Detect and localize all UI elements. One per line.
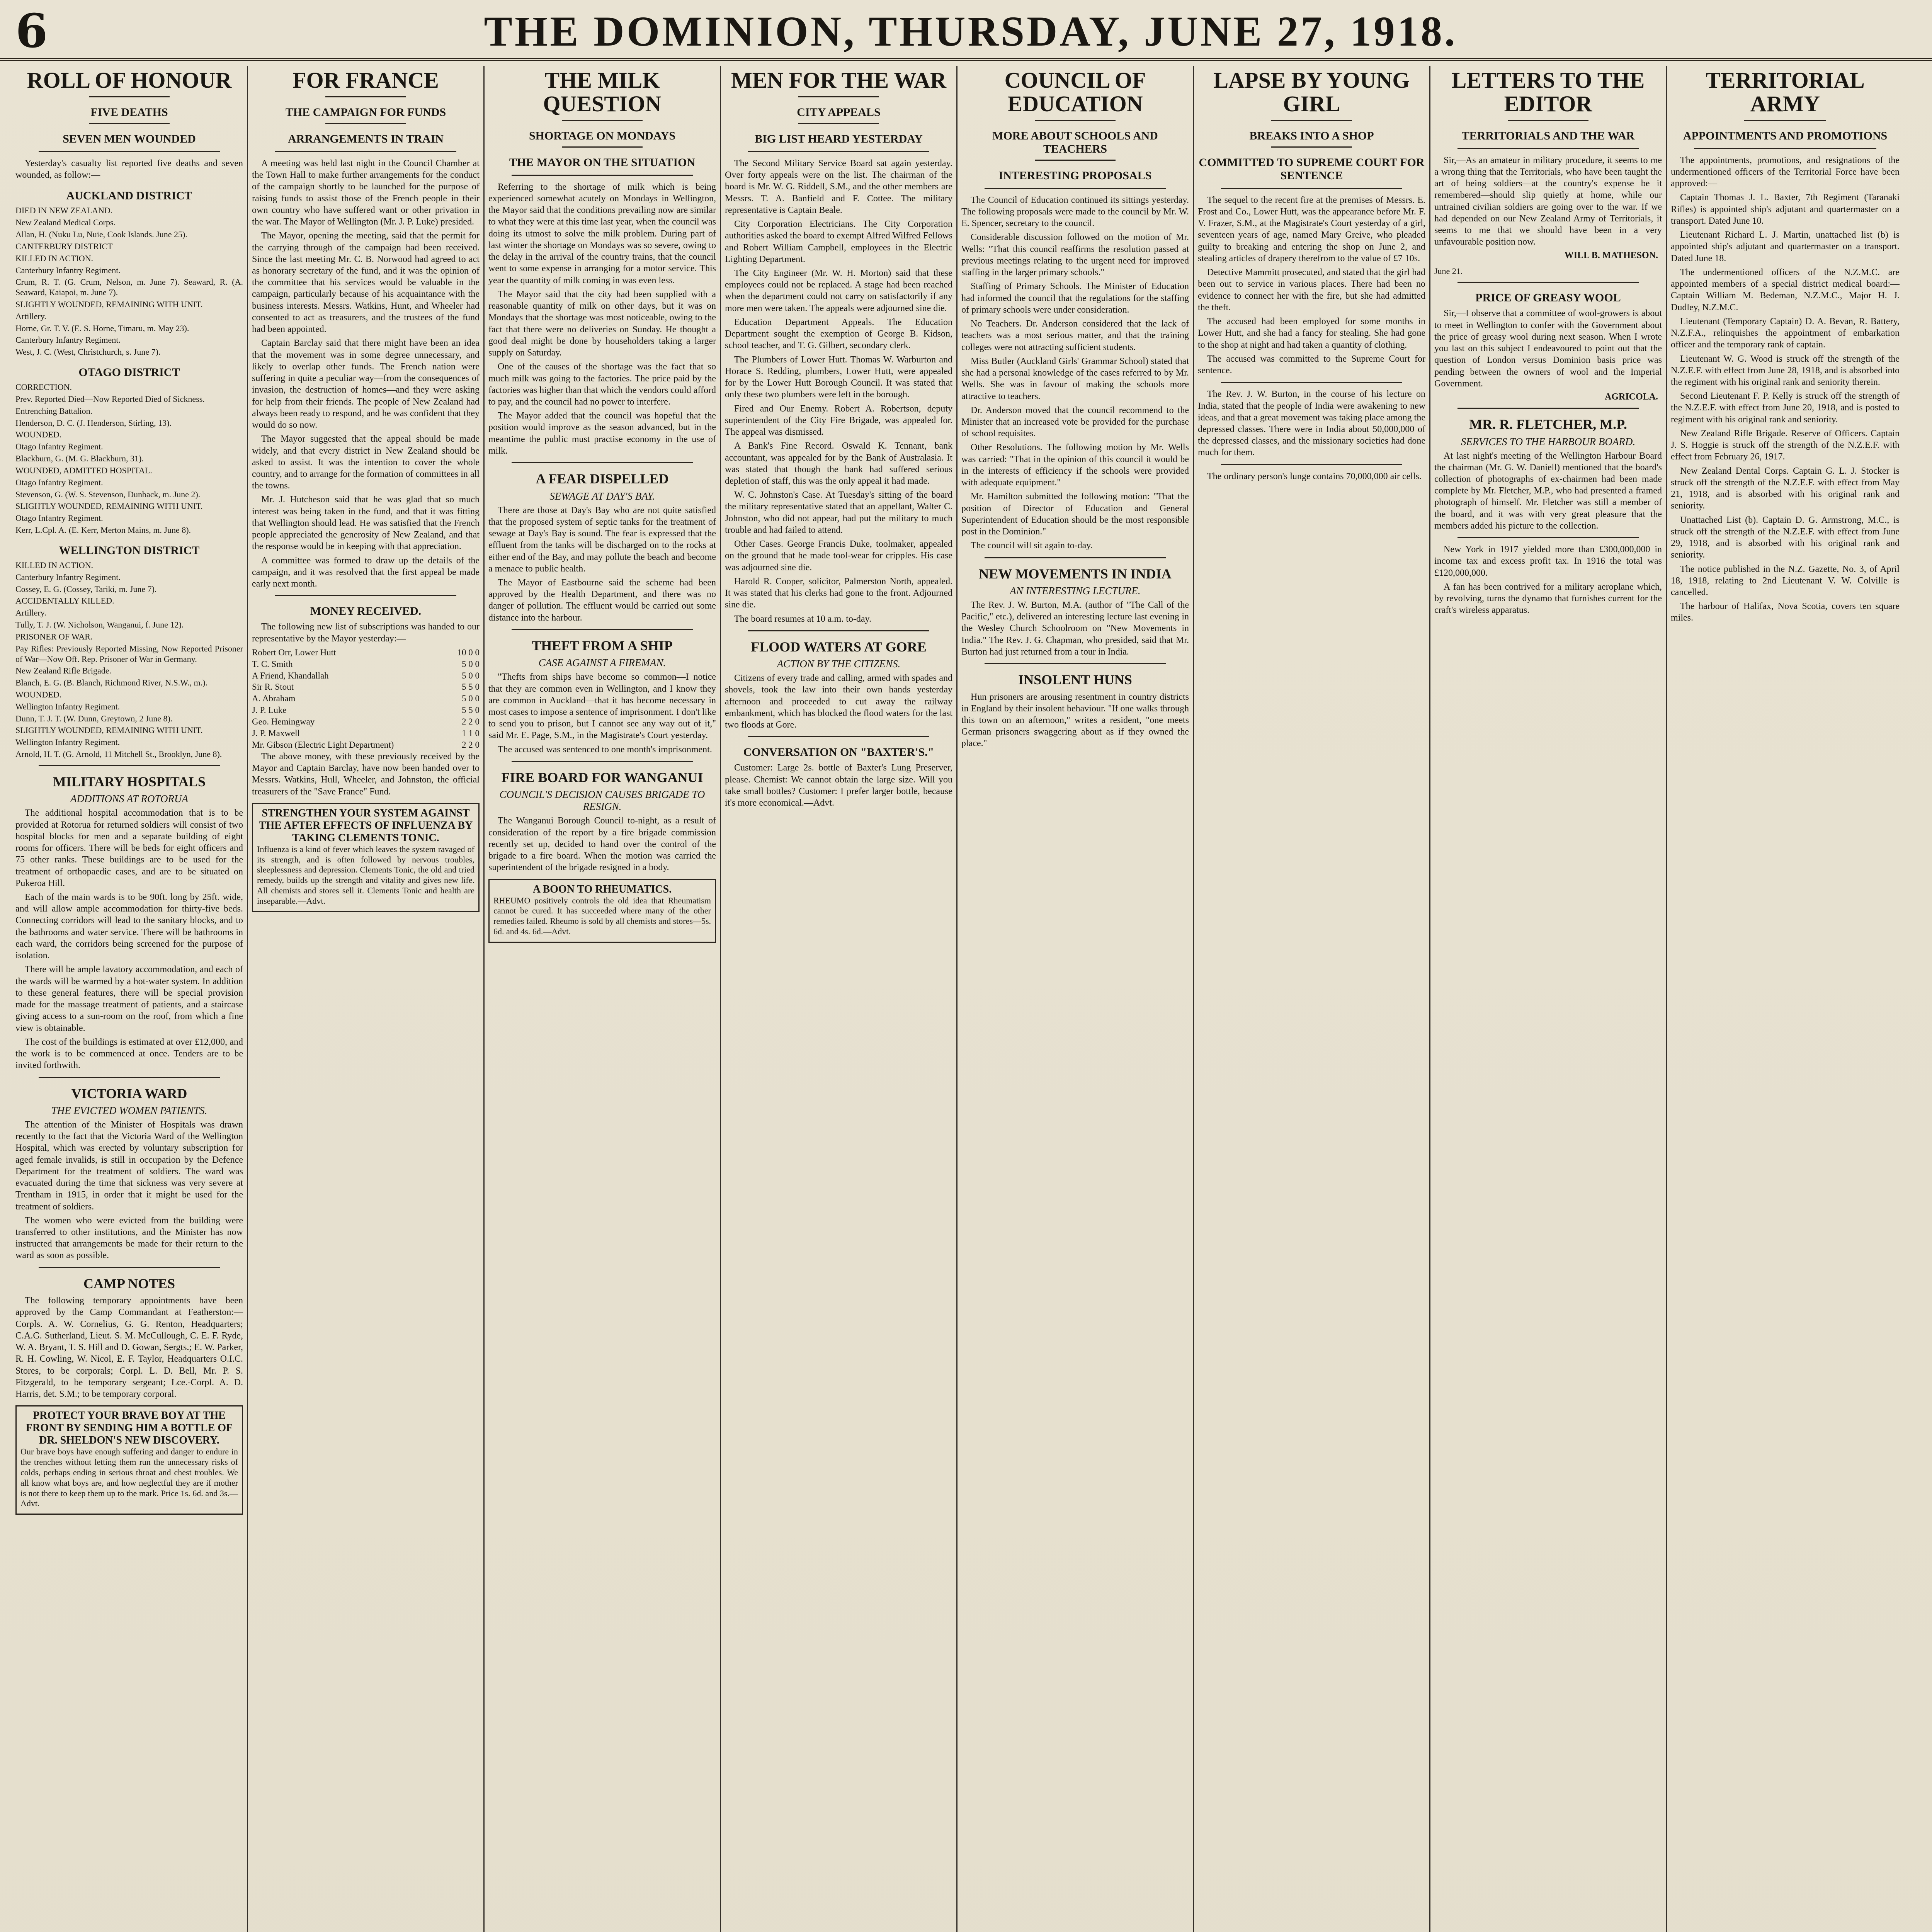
entry: Wellington Infantry Regiment. — [15, 701, 120, 711]
article-paragraph: The Council of Education continued its sittings yesterday. The following proposals were made to the council by Mr. W. E. Spencer, secretary to the council. — [961, 195, 1189, 229]
list-item-name: A. Abraham — [252, 694, 296, 704]
column-men-for-the-war — [721, 66, 957, 1932]
article-subheading: CITY APPEALS — [797, 105, 881, 119]
article-paragraph: A meeting was held last night in the Council Chamber at the Town Hall to make further arrangements for the conduct of the campaign shortly to be launched for the purpose of raising funds to assist those of the French people in their own country who have suffered want or other privation in the war. The Mayor of Wellington (Mr. J. P. Luke) presided. — [252, 158, 480, 227]
divider — [1035, 160, 1116, 161]
article-heading: NEW MOVEMENTS IN INDIA — [979, 566, 1172, 582]
advertisement — [15, 1405, 243, 1515]
divider — [748, 630, 929, 631]
columns — [12, 66, 1930, 1932]
list-item-name: J. P. Luke — [252, 705, 287, 715]
article-subheading: ACTION BY THE CITIZENS. — [777, 658, 901, 670]
divider — [1458, 148, 1639, 149]
entry: New Zealand Rifle Brigade. — [15, 666, 112, 676]
list-item — [252, 693, 480, 704]
entry: DIED IN NEW ZEALAND. — [15, 206, 113, 216]
divider — [1508, 120, 1588, 121]
entry: Otago Infantry Regiment. — [15, 442, 103, 452]
entry: WOUNDED. — [15, 690, 62, 699]
list-item-name: A Friend, Khandallah — [252, 670, 329, 680]
entry: Otago Infantry Regiment. — [15, 513, 103, 523]
district-entries — [15, 560, 243, 760]
article-subheading: BREAKS INTO A SHOP — [1249, 129, 1374, 142]
district-heading: WELLINGTON DISTRICT — [59, 544, 200, 557]
list-item-name: Sir R. Stout — [252, 682, 294, 692]
list-item-amount: 5 0 0 — [462, 694, 480, 704]
list-item-amount: 2 2 0 — [462, 717, 480, 727]
article-heading: THEFT FROM A SHIP — [532, 638, 673, 653]
entry: Otago Infantry Regiment. — [15, 477, 103, 487]
article-subheading: MORE ABOUT SCHOOLS AND TEACHERS — [992, 129, 1158, 155]
advert-text: RHEUMO positively controls the old idea that Rheumatism cannot be cured. It has succeeded where many of the other remedies failed. Rheumo is sold by all chemists and stores—5s. 6d. and 4s. 6d.—Advt. — [493, 895, 711, 936]
article-paragraph: City Corporation Electricians. The City Corporation authorities asked the board to exempt Alfred Wilfred Fellows and Robert William Campbell, employees in the Electric Lighting Department. — [725, 219, 952, 264]
divider — [512, 462, 693, 463]
list-item-amount: 10 0 0 — [457, 647, 480, 657]
divider — [798, 123, 879, 124]
advert-text: Our brave boys have enough suffering and danger to endure in the trenches without letting them run the unnecessary risks of colds, perhaps ending in serious throat and chest troubles. We all know what boys are, and how neglectful they are if mother is not there to keep them up to the mark. Price 1s. 6d. and 3s.—Advt. — [20, 1447, 238, 1509]
article-paragraph: Staffing of Primary Schools. The Minister of Education had informed the council that the regulations for the staffing of primary schools were under consideration. — [961, 281, 1189, 315]
list-item-name: Robert Orr, Lower Hutt — [252, 647, 336, 657]
article-heading: FOR FRANCE — [293, 68, 439, 93]
divider — [1744, 120, 1826, 121]
article-heading: TERRITORIAL ARMY — [1706, 68, 1865, 116]
advert-heading: CONVERSATION ON "BAXTER'S." — [743, 746, 934, 759]
article-subheading: INTERESTING PROPOSALS — [998, 169, 1152, 182]
list-item — [252, 647, 480, 658]
article-paragraph: The following temporary appointments have been approved by the Camp Commandant at Featherston:—Corpls. A. W. Cornelius, G. G. Renton, Headquarters; C.A.G. Sutherland, Lieut. S. M. McCullough, C. E. F. Ryde, W. A. Bryant, T. S. Hill and D. Gowan, Sergts.; E. W. Parker, R. H. Cowling, W. Nicol, E. F. Taylor, Headquarters O.I.C. Stores, to be corporals; Corpl. L. D. Bell, Mr. P. S. Fitzgerald, to be temporary sergeant; Lce.-Corpl. A. D. Harris, det. S.M.; to be temporary corporal. — [15, 1296, 243, 1399]
letter-date: June 21. — [1434, 266, 1463, 276]
entry: Horne, Gr. T. V. (E. S. Horne, Timaru, m. May 23). — [15, 323, 189, 333]
article-paragraph: Other Cases. George Francis Duke, toolmaker, appealed on the ground that he made tool-wear for cripples. His case was adjourned sine die. — [725, 539, 952, 573]
page-number: 6 — [15, 4, 48, 58]
advert-text: Customer: Large 2s. bottle of Baxter's Lung Preserver, please. Chemist: We cannot obtain the large size. Will you take small bottles? Customer: I prefer larger bottle, because it's more economical.—Advt. — [725, 763, 952, 808]
column-council-of-education — [957, 66, 1194, 1932]
letter-signature: AGRICOLA. — [1604, 392, 1658, 402]
list-item — [252, 728, 480, 739]
article-paragraph: Mr. Hamilton submitted the following motion: "That the position of Director of Education and General Superintendent of Education should be the most responsible post in the Dominion." — [961, 492, 1189, 537]
list-item — [252, 658, 480, 670]
article-paragraph: Captain Thomas J. L. Baxter, 7th Regiment (Taranaki Rifles) is appointed ship's adjutant and quartermaster on a transport. Dated June 10. — [1671, 192, 1900, 226]
entry: Canterbury Infantry Regiment. — [15, 265, 121, 275]
masthead — [0, 0, 1932, 61]
divider — [89, 123, 170, 124]
article-paragraph: There are those at Day's Bay who are not quite satisfied that the proposed system of septic tanks for the treatment of sewage at Day's Bay is sound. The fear is expressed that the effluent from the tanks will be discharged on to the rocks at either end of the Bay, and may pollute the beach and become a menace to public health. — [488, 505, 716, 574]
entry: Crum, R. T. (G. Crum, Nelson, m. June 7). Seaward, R. (A. Seaward, Kaiapoi, m. June 7). — [15, 277, 243, 298]
article-subheading: CASE AGAINST A FIREMAN. — [538, 657, 666, 669]
article-paragraph: The Mayor, opening the meeting, said that the permit for the carrying through of the campaign had been received. Since the last meeting Mr. C. B. Norwood had agreed to act as honorary secretary of the fund, and it was the opinion of the committee that his services would be valuable in the campaign, particularly because of his acquaintance with the business interests. Messrs. Watkins, Hunt, and Wheeler had consented to act as treasurers, and the trustees of the fund had been appointed. — [252, 231, 480, 335]
divider — [1694, 148, 1876, 149]
article-paragraph: The following new list of subscriptions was handed to our representative by the Mayor yesterday:— — [252, 622, 480, 644]
divider — [748, 736, 929, 737]
column-milk-question — [485, 66, 721, 1932]
article-paragraph: The accused had been employed for some months in Lower Hutt, and she had a fancy for stealing. She had gone to the shop at night and had taken a quantity of clothing. — [1198, 316, 1425, 350]
article-paragraph: Other Resolutions. The following motion by Mr. Wells was carried: "That in the opinion of this council it would be in the interests of efficiency if the schools were provided with adequate equipment." — [961, 442, 1189, 488]
divider — [1271, 120, 1352, 121]
article-paragraph: The board resumes at 10 a.m. to-day. — [734, 614, 871, 624]
entry: Prev. Reported Died—Now Reported Died of Sickness. — [15, 394, 205, 404]
entry: Artillery. — [15, 311, 46, 321]
divider — [325, 96, 406, 97]
article-heading: MONEY RECEIVED. — [310, 605, 422, 618]
divider — [89, 96, 170, 97]
article-paragraph: New Zealand Dental Corps. Captain G. L. J. Stocker is struck off the strength of the N.Z.E.F. with effect from May 21, 1918, and is absorbed with his original rank and seniority. — [1671, 466, 1900, 511]
article-paragraph: A committee was formed to draw up the details of the campaign, and it was resolved that the first appeal be made early next month. — [252, 555, 480, 589]
article-paragraph: The Plumbers of Lower Hutt. Thomas W. Warburton and Horace S. Redding, plumbers, Lower Hutt, were appealed for by the Lower Hutt Borough Council. It was stated that only these two plumbers were left in the borough. — [725, 354, 952, 400]
district-entries — [15, 206, 243, 357]
article-subheading: AN INTERESTING LECTURE. — [1010, 585, 1141, 597]
divider — [512, 629, 693, 630]
article-paragraph: The Wanganui Borough Council to-night, as a result of consideration of the report by a fire brigade commission recently set up, decided to hand over the control of the brigade to a fire board. When the motion was carried the superintendent of the brigade resigned in a body. — [488, 816, 716, 873]
article-paragraph: "Thefts from ships have become so common—I notice that they are common even in Wellington, and I know they are common in Auckland—that it has become necessary in most cases to impose a sentence of imprisonment. I don't like to send you to prison, but I cannot see any way out of it," said Mr. E. Page, S.M., in the Magistrate's Court yesterday. — [488, 672, 716, 741]
district-heading: AUCKLAND DISTRICT — [66, 189, 192, 202]
article-paragraph: W. C. Johnston's Case. At Tuesday's sitting of the board the military representative stated that an appellant, Walter C. Johnston, who did not appear, had put the military to much trouble and had failed to attend. — [725, 490, 952, 535]
entry: New Zealand Medical Corps. — [15, 218, 116, 228]
subheading: FIVE DEATHS — [90, 105, 168, 119]
column-lapse-by-young-girl — [1194, 66, 1430, 1932]
advertisement — [488, 879, 716, 943]
entry: SLIGHTLY WOUNDED, REMAINING WITH UNIT. — [15, 299, 203, 309]
article-paragraph: At last night's meeting of the Wellington Harbour Board the chairman (Mr. G. W. Daniell) mentioned that the board's collection of photographs of ex-chairmen had been made complete by Mr. Fletcher, M.P., who had presented a framed photograph of himself. Mr. Fletcher was still a member of the board, and it was with very great pleasure that the members added his picture to the collection. — [1434, 451, 1662, 531]
roll-of-honour-heading: ROLL OF HONOUR — [27, 68, 232, 93]
divider — [562, 146, 643, 148]
divider — [275, 151, 456, 152]
article-subheading: THE CAMPAIGN FOR FUNDS — [285, 105, 446, 119]
entry: Arnold, H. T. (G. Arnold, 11 Mitchell St., Brooklyn, June 8). — [15, 749, 222, 759]
entry: Canterbury Infantry Regiment. — [15, 572, 121, 582]
article-heading: PRICE OF GREASY WOOL — [1475, 291, 1621, 304]
divider — [325, 123, 406, 124]
divider — [985, 663, 1166, 664]
list-item — [252, 681, 480, 693]
entry: ACCIDENTALLY KILLED. — [15, 596, 114, 606]
article-subheading: ADDITIONS AT ROTORUA — [70, 793, 189, 805]
article-heading: A FEAR DISPELLED — [536, 471, 669, 487]
entry: Stevenson, G. (W. S. Stevenson, Dunback, m. June 2). — [15, 489, 201, 499]
divider — [39, 151, 220, 152]
article-subheading: SHORTAGE ON MONDAYS — [529, 129, 675, 142]
article-paragraph: Unattached List (b). Captain D. G. Armstrong, M.C., is struck off the strength of the N.Z.E.F. with effect from June 29, 1918, and is absorbed with his original rank and seniority. — [1671, 515, 1900, 560]
article-heading: LAPSE BY YOUNG GIRL — [1213, 68, 1410, 116]
entry: Wellington Infantry Regiment. — [15, 737, 120, 747]
article-subheading: COMMITTED TO SUPREME COURT FOR SENTENCE — [1199, 156, 1425, 182]
list-item — [252, 739, 480, 751]
list-item-name: Geo. Hemingway — [252, 717, 315, 727]
article-paragraph: Mr. J. Hutcheson said that he was glad that so much interest was being taken in the fund, and that it was fitting that Wellington should lead. He was satisfied that the French people appreciated the generosity of New Zealand, and that the response would be in keeping with that appreciation. — [252, 495, 480, 552]
list-item-amount: 2 2 0 — [462, 740, 480, 750]
divider — [985, 188, 1166, 189]
article-paragraph: One of the causes of the shortage was the fact that so much milk was going to the factories. The price paid by the factories was higher than that which the vendors could afford to pay, and the council had no power to interfere. — [488, 362, 716, 407]
entry: Dunn, T. J. T. (W. Dunn, Greytown, 2 June 8). — [15, 713, 173, 723]
article-paragraph: Miss Butler (Auckland Girls' Grammar School) stated that she had a personal knowledge of the cases referred to by Mr. Wells. She was in favour of making the schools more attractive to teachers. — [961, 356, 1189, 401]
divider — [512, 175, 693, 176]
entry: SLIGHTLY WOUNDED, REMAINING WITH UNIT. — [15, 725, 203, 735]
entry: Kerr, L.Cpl. A. (E. Kerr, Merton Mains, m. June 8). — [15, 525, 191, 535]
column-for-france — [248, 66, 485, 1932]
advert-heading: PROTECT YOUR BRAVE BOY AT THE FRONT BY SENDING HIM A BOTTLE OF DR. SHELDON'S NEW DISCOVERY. — [26, 1410, 233, 1447]
list-item-amount: 5 5 0 — [462, 682, 480, 692]
entry: Entrenching Battalion. — [15, 406, 93, 416]
column-territorial-army — [1667, 66, 1903, 1932]
article-heading: FLOOD WATERS AT GORE — [751, 639, 927, 655]
entry: CORRECTION. — [15, 382, 72, 392]
subscription-list — [252, 647, 480, 751]
divider — [275, 595, 456, 596]
article-paragraph: Hun prisoners are arousing resentment in country districts in England by their insolent behaviour. "If one walks through this town on an afternoon," writes a resident, "one meets German prisoners swaggering about as if they owned the place." — [961, 692, 1189, 749]
entry: KILLED IN ACTION. — [15, 253, 94, 263]
entry: Allan, H. (Nuku Lu, Nuie, Cook Islands. June 25). — [15, 230, 187, 240]
divider — [1035, 120, 1116, 121]
article-paragraph: The sequel to the recent fire at the premises of Messrs. E. Frost and Co., Lower Hutt, was the appearance before Mr. F. V. Frazer, S.M., at the Magistrate's Court yesterday of a girl, seventeen years of age, named Mary Greive, who pleaded guilty to breaking and entering the shop on June 2, and stealing articles of drapery therefrom to the value of £7 10s. — [1198, 195, 1425, 264]
article-paragraph: Referring to the shortage of milk which is being experienced somewhat acutely on Mondays in Wellington, the Mayor said that the conditions prevailing now are similar to what they were at this time last year, when the council was doing its utmost to solve the milk problem. During part of last winter the shortage on Mondays was so severe, owing to the delay in the arrival of the country trains, that the council went to some expense in arranging for a motor service. This year the quantity of milk coming in was even less. — [488, 182, 716, 286]
article-subheading: SERVICES TO THE HARBOUR BOARD. — [1461, 435, 1636, 447]
entry: Pay Rifles: Previously Reported Missing, Now Reported Prisoner of War—Now Off. Rep. Prisoner of War in Germany. — [15, 643, 243, 664]
entry: Cossey, E. G. (Cossey, Tariki, m. June 7). — [15, 584, 157, 594]
article-paragraph: The undermentioned officers of the N.Z.M.C. are appointed members of a special district medical board:—Captain William M. Bedeman, N.Z.M.C., Major H. J. Dudley, N.Z.M.C. — [1671, 267, 1900, 313]
subheading: SEVEN MEN WOUNDED — [63, 132, 196, 145]
divider — [748, 151, 929, 152]
article-heading: COUNCIL OF EDUCATION — [1004, 68, 1146, 116]
article-heading: MEN FOR THE WAR — [731, 68, 946, 93]
list-item — [252, 704, 480, 716]
article-heading: THE MILK QUESTION — [543, 68, 662, 116]
divider — [1458, 537, 1639, 538]
article-heading: MILITARY HOSPITALS — [53, 774, 206, 789]
article-paragraph: Citizens of every trade and calling, armed with spades and shovels, took the law into their own hands yesterday afternoon and proceeded to cut away the railway embankment, which has blocked the flood waters for the last two floods at Gore. — [725, 673, 952, 730]
column-roll-of-honour — [12, 66, 248, 1932]
article-paragraph: There will be ample lavatory accommodation, and each of the wards will be warmed by a hot-water system. In addition to these general features, there will be special provision made for the massage treatment of patients, and a staircase giving access to a sun-room on the roof, from which a fine view is obtainable. — [15, 964, 243, 1033]
entry: West, J. C. (West, Christchurch, s. June 7). — [15, 347, 161, 357]
article-paragraph: The additional hospital accommodation that is to be provided at Rotorua for returned soldiers will consist of two hospital blocks for men and a separate building of eight rooms for officers. There will be beds for eight officers and 75 other ranks. These buildings are to be used for the treatment of orthopaedic cases, and are to be situated on Pukeroa Hill. — [15, 808, 243, 888]
district-heading: OTAGO DISTRICT — [78, 366, 180, 379]
list-item-name: J. P. Maxwell — [252, 728, 300, 738]
list-item — [252, 716, 480, 728]
article-paragraph: The Mayor added that the council was hopeful that the position would improve as the season advanced, but in the meantime the public must practise economy in the use of milk. — [488, 411, 716, 456]
entry: Blanch, E. G. (B. Blanch, Richmond River, N.S.W., m.). — [15, 678, 207, 688]
divider — [798, 96, 879, 97]
intro-paragraph: Yesterday's casualty list reported five deaths and seven wounded, as follow:— — [15, 158, 243, 180]
article-subheading: THE EVICTED WOMEN PATIENTS. — [51, 1104, 207, 1116]
article-subheading: SEWAGE AT DAY'S BAY. — [549, 490, 655, 502]
divider — [39, 1077, 220, 1078]
article-paragraph: The women who were evicted from the building were transferred to other institutions, and the Minister has now instructed that arrangements be made for their return to the ward as soon as possible. — [15, 1215, 243, 1261]
divider — [1221, 188, 1402, 189]
column-letters-to-the-editor — [1430, 66, 1667, 1932]
entry: SLIGHTLY WOUNDED, REMAINING WITH UNIT. — [15, 501, 203, 511]
list-item-amount: 5 0 0 — [462, 670, 480, 680]
article-paragraph: A Bank's Fine Record. Oswald K. Tennant, bank accountant, was appealed for by the Bank of Australasia. It was stated that though the bank had suffered serious depletion of staff, this was the only appeal it had made. — [725, 441, 952, 486]
article-paragraph: The attention of the Minister of Hospitals was drawn recently to the fact that the Victoria Ward of the Wellington Hospital, which was erected by voluntary subscription for aged female invalids, is still in occupation by the Defence Department for the treatment of soldiers. The ward was evacuated during the time that sickness was very severe at Trentham in 1915, in order that it might be used for the treatment of soldiers. — [15, 1119, 243, 1212]
advert-text: Influenza is a kind of fever which leaves the system ravaged of its strength, and is often followed by nervous troubles, sleeplessness and depression. Clements Tonic, the old and tried remedy, builds up the strength and vitality and gives new life. All chemists and stores sell it. Clements Tonic and health are inseparable.—Advt. — [257, 844, 474, 906]
entry: Tully, T. J. (W. Nicholson, Wanganui, f. June 12). — [15, 620, 184, 630]
article-paragraph: The City Engineer (Mr. W. H. Morton) said that these employees could not be replaced. A stage had been reached when the department could not carry on satisfactorily if any more men were taken. The appeals were adjourned sine die. — [725, 268, 952, 313]
article-subheading: BIG LIST HEARD YESTERDAY — [755, 132, 923, 145]
article-paragraph: Harold R. Cooper, solicitor, Palmerston North, appealed. It was stated that his clerks had gone to the front. Adjourned sine die. — [725, 576, 952, 610]
divider — [512, 761, 693, 762]
article-heading: LETTERS TO THE EDITOR — [1451, 68, 1645, 116]
article-paragraph: The Mayor said that the city had been supplied with a reasonable quantity of milk on other days, but it was on Mondays that the shortage was most noticeable, owing to the fact that there were no deliveries on Sunday. He thought a good deal might be done by householders taking a larger supply on Saturday. — [488, 289, 716, 358]
article-paragraph: The ordinary person's lunge contains 70,000,000 air cells. — [1207, 471, 1422, 481]
article-paragraph: Lieutenant W. G. Wood is struck off the strength of the N.Z.E.F. with effect from June 28, 1918, and is absorbed into the regiment with his original rank and seniority therein. — [1671, 354, 1900, 387]
district-entries — [15, 382, 243, 536]
letter-paragraph: Sir,—As an amateur in military procedure, it seems to me a wrong thing that the Territorials, who have been taught the art of being soldiers—at the country's expense be it remembered—should slip quietly at home, while our untrained civilian soldiers are going over to the war. If we had depended on our New Zealand Army of Territorials, it seems to me that we should have been in a very unfavourable position now. — [1434, 155, 1662, 247]
article-paragraph: Captain Barclay said that there might have been an idea that the movement was in some degree unnecessary, and likely to overlap other funds. The French nation were suffering in quite a peculiar way—from the consequences of invasion, the destruction of homes—and they were asking for help from their friends. The people of New Zealand had always been ready to respond, and he was confident that they would do so now. — [252, 338, 480, 430]
list-item-name: Mr. Gibson (Electric Light Department) — [252, 740, 394, 750]
article-paragraph: New Zealand Rifle Brigade. Reserve of Officers. Captain J. S. Hoggie is struck off the strength of the N.Z.E.F. with effect from February 26, 1917. — [1671, 428, 1900, 462]
letter-signature: WILL B. MATHESON. — [1564, 250, 1658, 260]
divider — [1221, 464, 1402, 465]
article-paragraph: Second Lieutenant F. P. Kelly is struck off the strength of the N.Z.E.F. with effect from June 20, 1918, and is posted to regiment with his original rank and seniority. — [1671, 391, 1900, 425]
article-paragraph: The Mayor of Eastbourne said the scheme had been approved by the Health Department, and there was no danger of pollution. The effluent would be carried out some distance into the harbour. — [488, 577, 716, 623]
article-subheading: ARRANGEMENTS IN TRAIN — [288, 132, 444, 145]
entry: Canterbury Infantry Regiment. — [15, 335, 121, 345]
entry: WOUNDED, ADMITTED HOSPITAL. — [15, 465, 152, 475]
article-paragraph: The Rev. J. W. Burton, M.A. (author of "The Call of the Pacific," etc.), delivered an interesting lecture last evening in the Wesley Church Schoolroom on "New Movements in India." The Rev. J. G. Chapman, who presided, said that Mr. Burton had just returned from a tour in India. — [961, 600, 1189, 657]
article-heading: MR. R. FLETCHER, M.P. — [1469, 417, 1627, 432]
entry: WOUNDED. — [15, 430, 62, 440]
article-paragraph: Education Department Appeals. The Education Department sought the exemption of George B. Kidson, school teacher, and T. G. Gilbert, secondary clerk. — [725, 317, 952, 351]
article-paragraph: The Second Military Service Board sat again yesterday. Over forty appeals were on the list. The chairman of the board is Mr. W. G. Riddell, S.M., and the other members are Messrs. T. A. Banfield and F. Cottee. The military representative is Captain Beale. — [725, 158, 952, 215]
article-paragraph: The appointments, promotions, and resignations of the undermentioned officers of the Territorial Force have been approved:— — [1671, 155, 1900, 189]
article-paragraph: Lieutenant Richard L. J. Martin, unattached list (b) is appointed ship's adjutant and quartermaster on a transport. Dated June 18. — [1671, 230, 1900, 264]
entry: Henderson, D. C. (J. Henderson, Stirling, 13). — [15, 418, 172, 428]
article-heading: INSOLENT HUNS — [1018, 672, 1132, 688]
entry: PRISONER OF WAR. — [15, 631, 93, 641]
article-heading: VICTORIA WARD — [71, 1085, 187, 1101]
divider — [39, 1267, 220, 1268]
entry: Artillery. — [15, 608, 46, 618]
article-paragraph: Dr. Anderson moved that the council recommend to the Minister that an increased vote be provided for the purchase of school requisites. — [961, 405, 1189, 439]
entry: CANTERBURY DISTRICT — [15, 241, 113, 251]
article-subheading: THE MAYOR ON THE SITUATION — [509, 156, 696, 169]
article-paragraph: The accused was committed to the Supreme Court for sentence. — [1198, 354, 1425, 376]
article-paragraph: Detective Mammitt prosecuted, and stated that the girl had been out to service in various places. There had been no evidence to connect her with the fire, but she had admitted the theft. — [1198, 267, 1425, 313]
list-item — [252, 670, 480, 682]
advertisement — [252, 803, 480, 912]
article-subheading: TERRITORIALS AND THE WAR — [1461, 129, 1635, 142]
article-paragraph: Lieutenant (Temporary Captain) D. A. Bevan, R. Battery, N.Z.F.A., relinquishes the appointment of embarkation officer and the temporary rank of captain. — [1671, 316, 1900, 350]
letter-paragraph: Sir,—I observe that a committee of wool-growers is about to meet in Wellington to confer with the Government about the price of greasy wool during next season. When I wrote you last on this subject I endeavoured to point out that the question of London versus Dominion basis price was pending between the owners of wool and the Imperial Government. — [1434, 308, 1662, 389]
divider — [39, 765, 220, 766]
divider — [562, 120, 643, 121]
divider — [1458, 408, 1639, 409]
article-paragraph: The Mayor suggested that the appeal should be made widely, and that every district in New Zealand should be asked to assist. It was the intention to cover the whole country, and to arrange for the formation of committees in all the towns. — [252, 434, 480, 491]
article-paragraph: New York in 1917 yielded more than £300,000,000 in income tax and excess profit tax. In 1916 the total was £120,000,000. — [1434, 544, 1662, 578]
advert-heading: STRENGTHEN YOUR SYSTEM AGAINST THE AFTER EFFECTS OF INFLUENZA BY TAKING CLEMENTS TONIC. — [259, 807, 473, 844]
list-item-amount: 5 5 0 — [462, 705, 480, 715]
article-subheading: APPOINTMENTS AND PROMOTIONS — [1683, 129, 1888, 142]
article-paragraph: No Teachers. Dr. Anderson considered that the lack of teachers was a most serious matter, and that the training colleges were not attracting sufficient students. — [961, 319, 1189, 352]
article-paragraph: Fired and Our Enemy. Robert A. Robertson, deputy superintendent of the City Fire Brigade, was appealed for. The appeal was dismissed. — [725, 403, 952, 437]
article-subheading: COUNCIL'S DECISION CAUSES BRIGADE TO RESIGN. — [499, 789, 705, 813]
article-paragraph: The harbour of Halifax, Nova Scotia, covers ten square miles. — [1671, 601, 1900, 623]
article-paragraph: Each of the main wards is to be 90ft. long by 25ft. wide, and will allow ample accommodation for thirty-five beds. Connecting corridors will lead to the sanitary blocks, and to the bathrooms and water service. There will be bathrooms in each ward, the corridors being screened for the purpose of isolation. — [15, 892, 243, 961]
article-paragraph: The council will sit again to-day. — [971, 541, 1093, 551]
list-item-amount: 1 1 0 — [462, 728, 480, 738]
article-paragraph: The notice published in the N.Z. Gazette, No. 3, of April 18, 1918, relating to 2nd Lieutenant V. W. Colville is cancelled. — [1671, 564, 1900, 597]
newspaper-title: THE DOMINION, THURSDAY, JUNE 27, 1918. — [484, 8, 1458, 55]
article-paragraph: The Rev. J. W. Burton, in the course of his lecture on India, stated that the people of India were awakening to new ideas, and that a great movement was taking place among the depressed classes. There were in India about 50,000,000 of the depressed classes, and the missionary societies had done much for them. — [1198, 389, 1425, 458]
divider — [1271, 146, 1352, 148]
article-heading: FIRE BOARD FOR WANGANUI — [501, 769, 703, 785]
article-paragraph: A fan has been contrived for a military aeroplane which, by revolving, turns the dynamo that furnishes current for the craft's wireless apparatus. — [1434, 582, 1662, 616]
article-paragraph: Considerable discussion followed on the motion of Mr. Wells: "That this council reaffirms the resolution passed at previous meetings relating to the urgent need for improved staffing in the larger primary schools." — [961, 232, 1189, 278]
article-paragraph: The above money, with these previously received by the Mayor and Captain Barclay, have now been handed over to Messrs. Watkins, Hull, Wheeler, and Johnston, the official treasurers of the "Save France" Fund. — [252, 751, 480, 797]
divider — [985, 557, 1166, 558]
divider — [1458, 282, 1639, 283]
list-item-amount: 5 0 0 — [462, 659, 480, 669]
article-heading: CAMP NOTES — [83, 1276, 175, 1291]
divider — [1221, 382, 1402, 383]
article-paragraph: The cost of the buildings is estimated at over £12,000, and the work is to be commenced at once. Tenders are to be invited forthwith. — [15, 1037, 243, 1071]
list-item-name: T. C. Smith — [252, 659, 293, 669]
entry: Blackburn, G. (M. G. Blackburn, 31). — [15, 454, 144, 464]
advert-heading: A BOON TO RHEUMATICS. — [532, 883, 672, 895]
entry: KILLED IN ACTION. — [15, 560, 94, 570]
article-paragraph: The accused was sentenced to one month's imprisonment. — [498, 744, 712, 755]
